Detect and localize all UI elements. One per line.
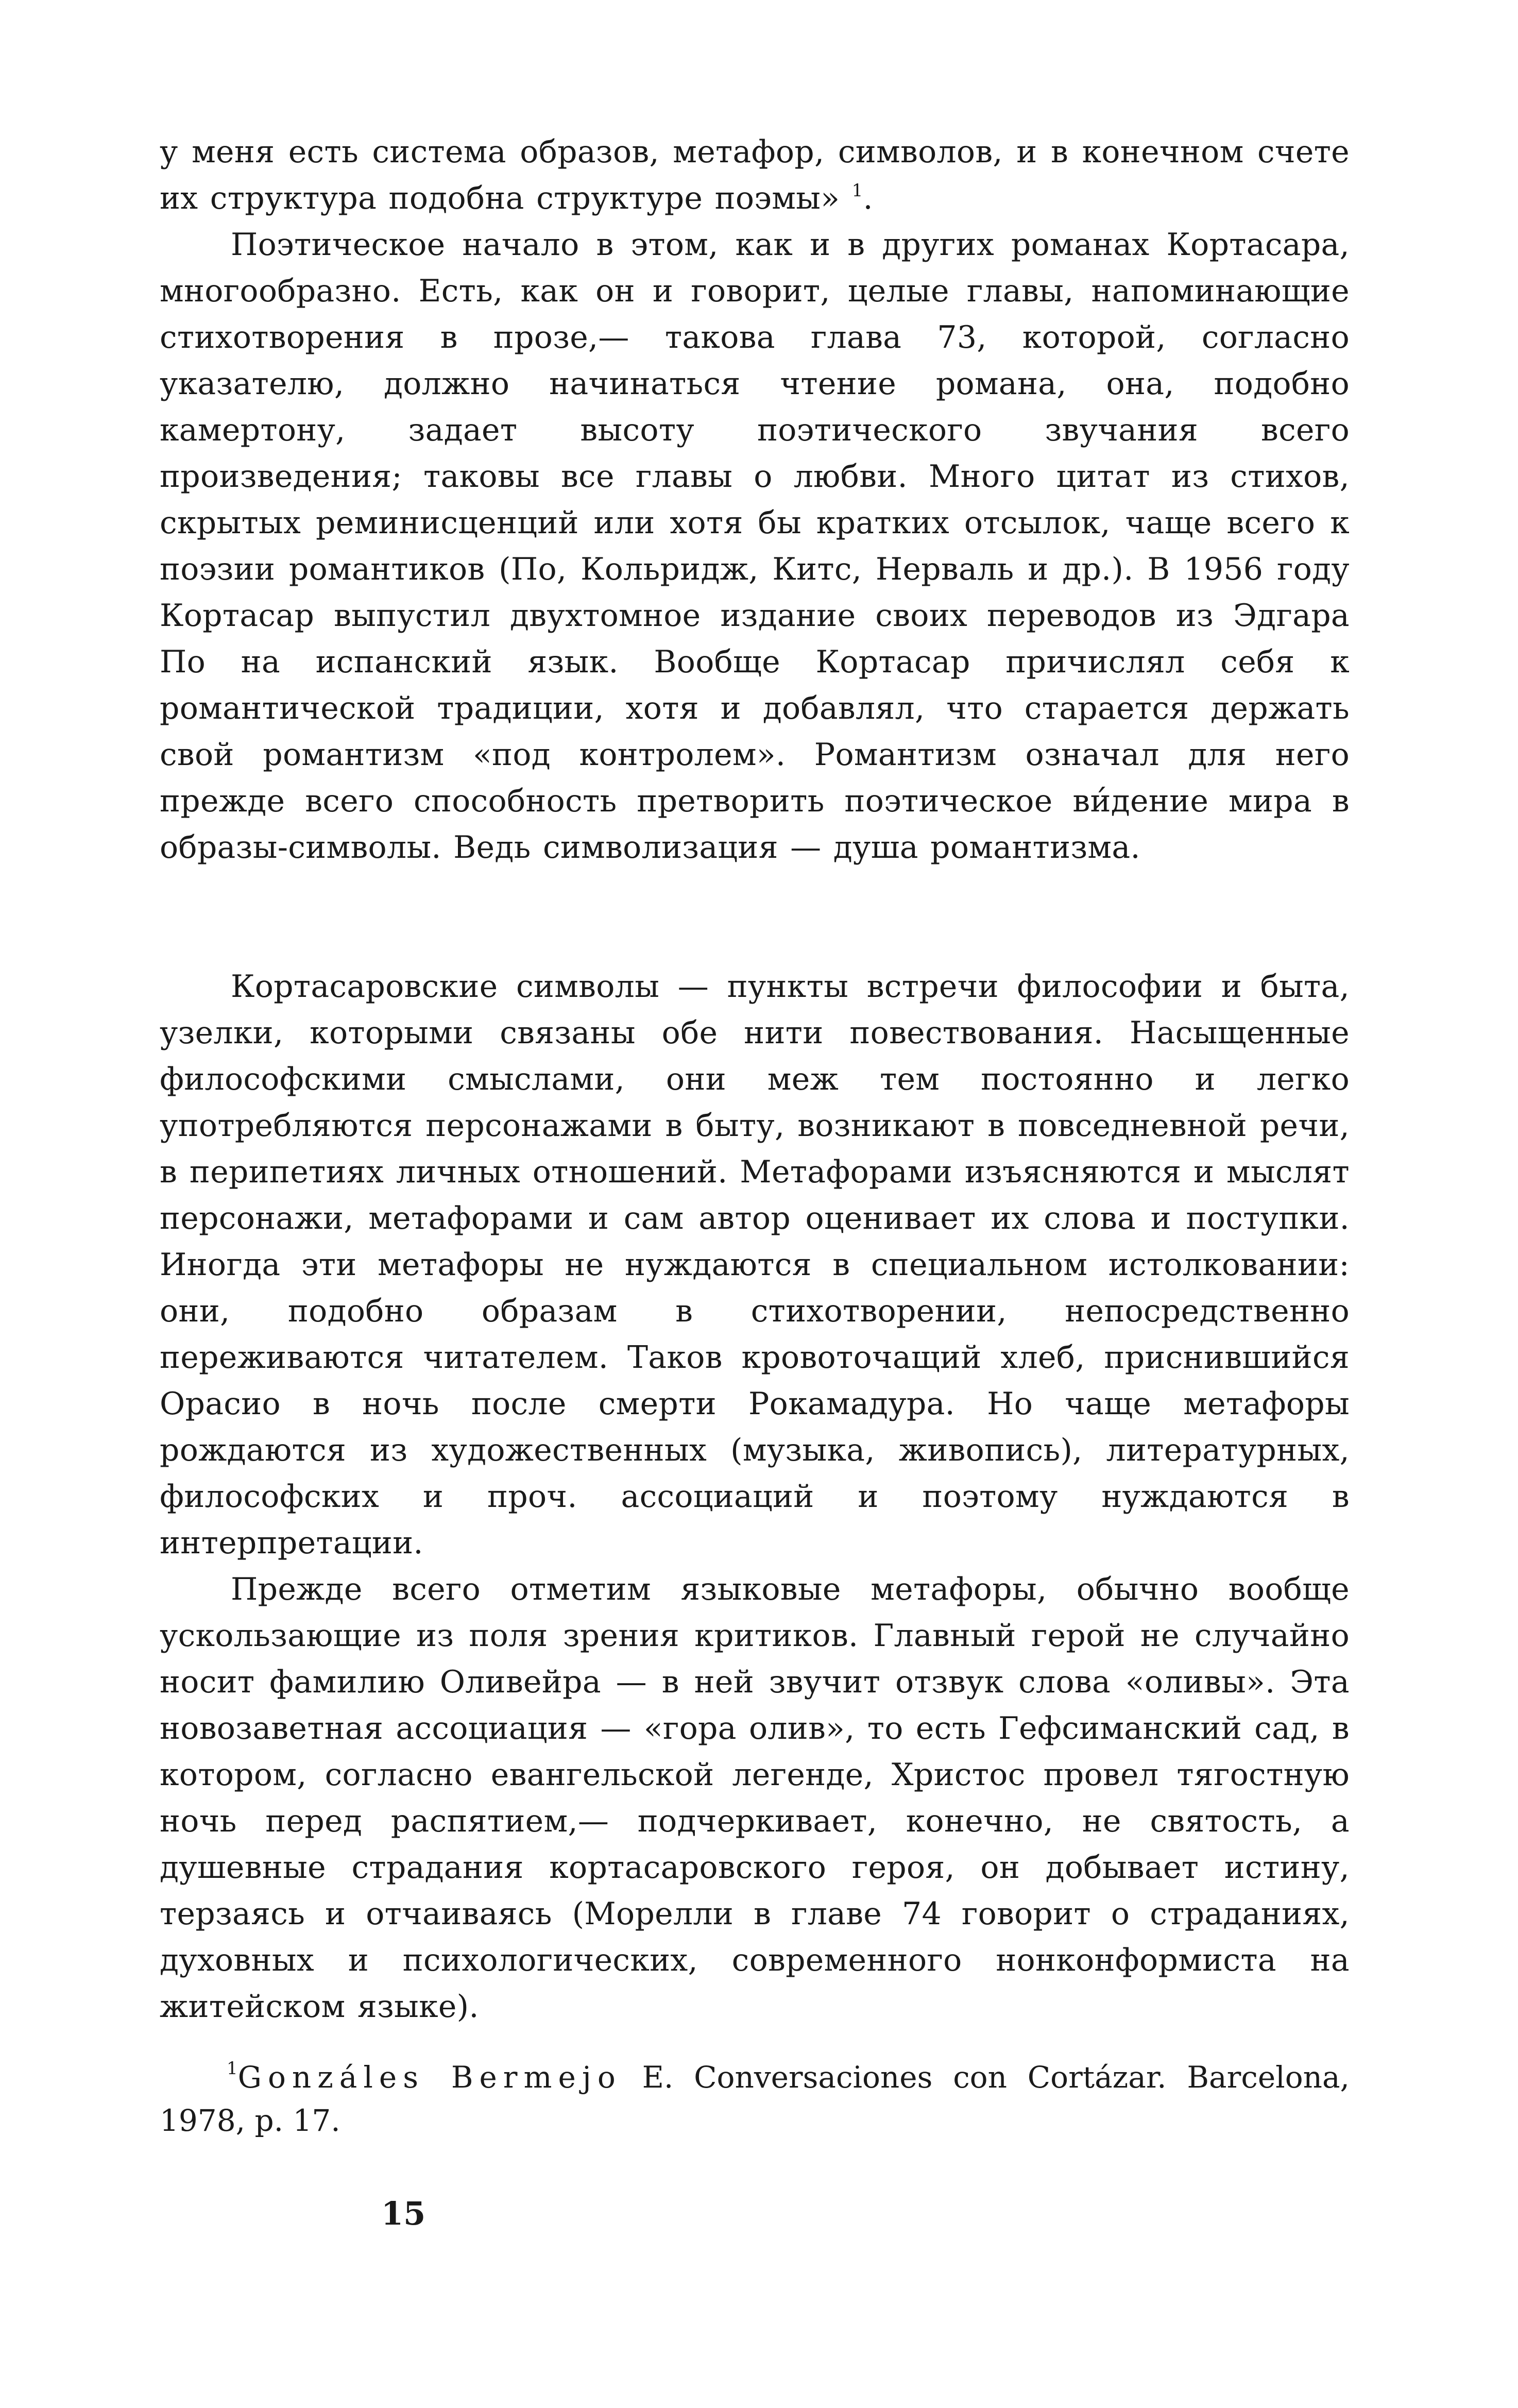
footnote-citation: E. Conversaciones con Cortázar. Barcelona, 1978, p. 17.	[160, 2060, 1350, 2138]
footnote-marker: 1	[227, 2058, 238, 2079]
top-text-block	[160, 129, 1350, 871]
page-number: 15	[381, 2195, 426, 2232]
paragraph-text: у меня есть система образов, метафор, символов, и в конечном счете их структура подобна структуре поэмы»	[160, 134, 1350, 216]
bottom-text-block	[160, 963, 1350, 2030]
section-gap	[160, 871, 1350, 963]
paragraph: Прежде всего отметим языковые метафоры, обычно вообще ускользающие из поля зрения критиков. Главный герой не случайно носит фамилию Оливейра — в ней звучит отзвук слова «оливы». Эта новозаветная ассоциация — «гора олив», то есть Гефсиманский сад, в котором, согласно евангельской легенде, Христос провел тягостную ночь перед распятием,— подчеркивает, конечно, не святость, а душевные страдания кортасаровского героя, он добывает истину, терзаясь и отчаиваясь (Морелли в главе 74 говорит о страданиях, духовных и психологических, современного нонконформиста на житейском языке).	[160, 1571, 1350, 2025]
paragraph: Поэтическое начало в этом, как и в других романах Кортасара, многообразно. Есть, как он и говорит, целые главы, напоминающие стихотворения в прозе,— такова глава 73, которой, согласно указателю, должно начинаться чтение романа, она, подобно камертону, задает высоту поэтического звучания всего произведения; таковы все главы о любви. Много цитат из стихов, скрытых реминисценций или хотя бы кратких отсылок, чаще всего к поэзии романтиков (По, Кольридж, Китс, Нерваль и др.). В 1956 году Кортасар выпустил двухтомное издание своих переводов из Эдгара По на испанский язык. Вообще Кортасар причислял себя к романтической традиции, хотя и добавлял, что старается держать свой романтизм «под контролем». Романтизм означал для него прежде всего способность претворить поэтическое ви́дение мира в образы-символы. Ведь символизация — душа романтизма.	[160, 227, 1350, 866]
footnote	[160, 2056, 1350, 2142]
paragraph-end-punct: .	[863, 180, 873, 216]
footnote-reference[interactable]: 1	[851, 180, 863, 201]
paragraph-continuation	[160, 129, 1350, 222]
footnote-author: Gonzáles Bermejo	[237, 2060, 622, 2095]
paragraph: Кортасаровские символы — пункты встречи философии и быта, узелки, которыми связаны обе нити повествования. Насыщенные философскими смыслами, они меж тем постоянно и легко употребляются персонажами в быту, возникают в повседневной речи, в перипетиях личных отношений. Метафорами изъясняются и мыслят персонажи, метафорами и сам автор оценивает их слова и поступки. Иногда эти метафоры не нуждаются в специальном истолковании: они, подобно образам в стихотворении, непосредственно переживаются читателем. Таков кровоточащий хлеб, приснившийся Орасио в ночь после смерти Рокамадура. Но чаще метафоры рождаются из художественных (музыка, живопись), литературных, философских и проч. ассоциаций и поэтому нуждаются в интерпретации.	[160, 969, 1350, 1561]
page-body	[160, 129, 1350, 2030]
